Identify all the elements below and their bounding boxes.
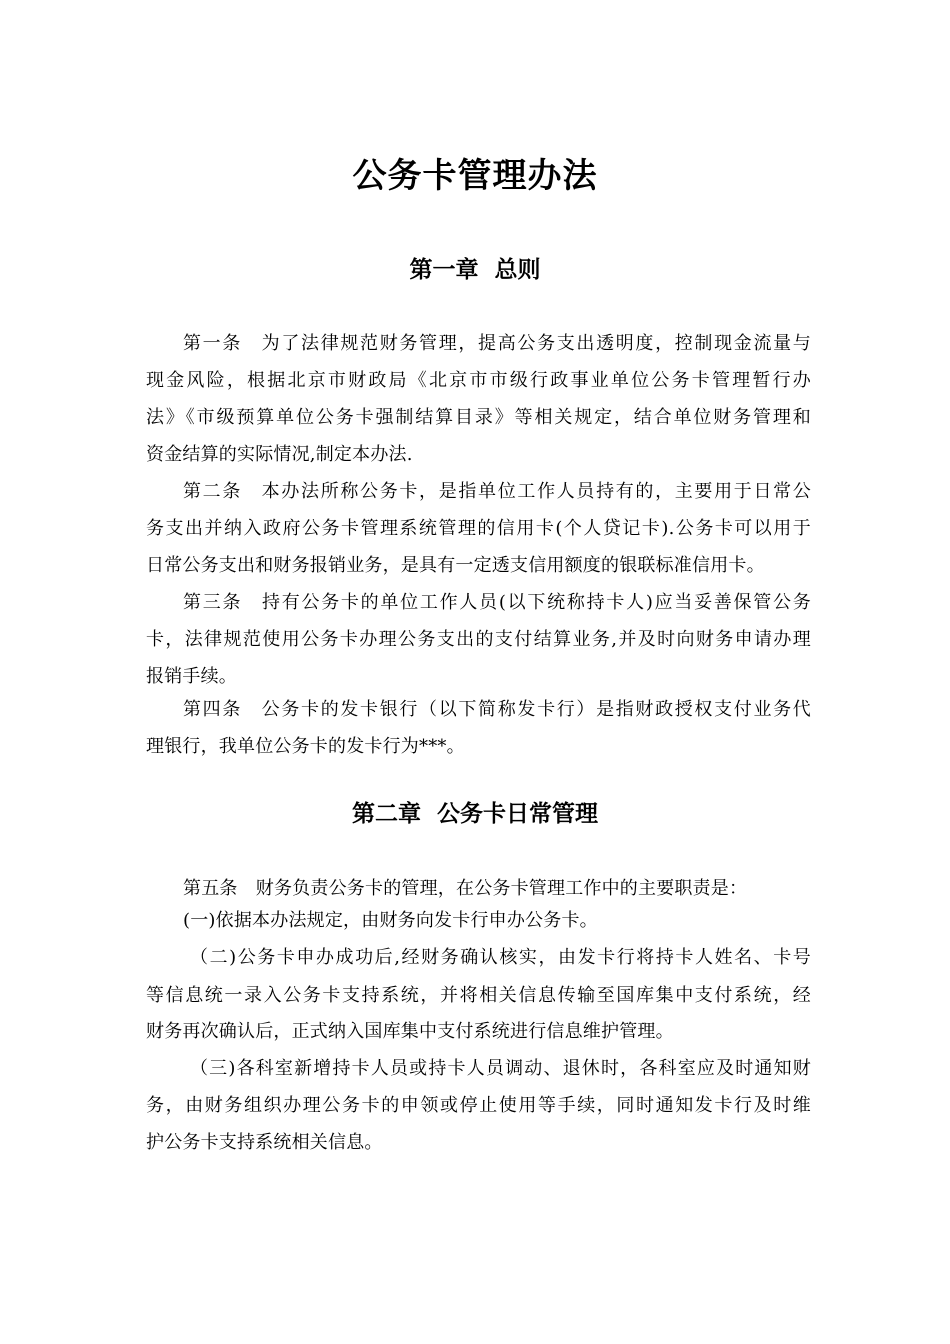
paragraph-line: 法》《市级预算单位公务卡强制结算目录》等相关规定，结合单位财务管理和	[146, 407, 811, 428]
paragraph-line: 第五条 财务负责公务卡的管理，在公务卡管理工作中的主要职责是：	[183, 878, 748, 899]
paragraph-line: 护公务卡支持系统相关信息。	[146, 1132, 383, 1153]
paragraph-line: 日常公务支出和财务报销业务，是具有一定透支信用额度的银联标准信用卡。	[146, 555, 765, 576]
chapter-name: 公务卡日常管理	[437, 800, 598, 827]
paragraph-line: 第一条 为了法律规范财务管理，提高公务支出透明度，控制现金流量与	[183, 333, 811, 354]
chapter-name: 总则	[494, 256, 541, 283]
paragraph-line: 现金风险，根据北京市财政局《北京市市级行政事业单位公务卡管理暂行办	[146, 370, 811, 391]
chapter-heading-2	[0, 798, 950, 830]
paragraph-line: （三)各科室新增持卡人员或持卡人员调动、退休时，各科室应及时通知财	[190, 1058, 811, 1079]
paragraph-line: (一)依据本办法规定，由财务向发卡行申办公务卡。	[183, 910, 598, 931]
chapter-heading-1	[0, 254, 950, 286]
chapter-number: 第一章	[409, 256, 479, 283]
paragraph-line: 理银行，我单位公务卡的发卡行为***。	[146, 736, 465, 757]
paragraph-line: 卡，法律规范使用公务卡办理公务支出的支付结算业务,并及时向财务申请办理	[146, 629, 811, 650]
paragraph-line: （二)公务卡申办成功后,经财务确认核实，由发卡行将持卡人姓名、卡号	[190, 947, 811, 968]
paragraph-line: 务支出并纳入政府公务卡管理系统管理的信用卡(个人贷记卡).公务卡可以用于	[146, 518, 811, 539]
document-title: 公务卡管理办法	[352, 156, 598, 196]
paragraph-line: 务，由财务组织办理公务卡的申领或停止使用等手续，同时通知发卡行及时维	[146, 1095, 811, 1116]
paragraph-line: 资金结算的实际情况,制定本办法.	[146, 444, 413, 465]
paragraph-line: 第三条 持有公务卡的单位工作人员(以下统称持卡人)应当妥善保管公务	[183, 592, 811, 613]
paragraph-line: 财务再次确认后，正式纳入国库集中支付系统进行信息维护管理。	[146, 1021, 674, 1042]
paragraph-line: 第二条 本办法所称公务卡，是指单位工作人员持有的，主要用于日常公	[183, 481, 811, 502]
paragraph-line: 等信息统一录入公务卡支持系统，并将相关信息传输至国库集中支付系统，经	[146, 985, 811, 1006]
paragraph-line: 第四条 公务卡的发卡银行（以下简称发卡行）是指财政授权支付业务代	[183, 699, 811, 720]
paragraph-line: 报销手续。	[146, 666, 237, 687]
chapter-number: 第二章	[351, 800, 421, 827]
